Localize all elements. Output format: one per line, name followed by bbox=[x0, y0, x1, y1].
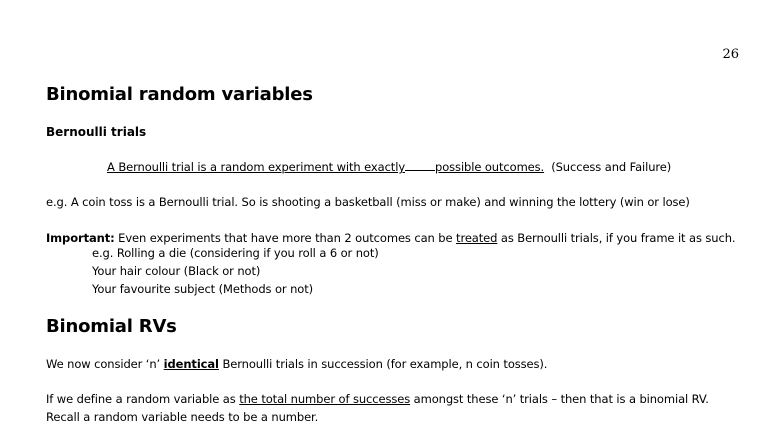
example-item: Your hair colour (Black or not) bbox=[92, 264, 261, 278]
important-text2: as Bernoulli trials, if you frame it as such. bbox=[500, 231, 736, 245]
coin-toss-example: e.g. A coin toss is a Bernoulli trial. So is shooting a basketball (miss or make) and winning the lottery (win or lose) bbox=[46, 195, 690, 209]
blank-line bbox=[405, 160, 435, 171]
example-item: Your favourite subject (Methods or not) bbox=[92, 282, 314, 296]
section-title-binomial-random-variables: Binomial random variables bbox=[46, 84, 313, 105]
section-title-binomial-rvs: Binomial RVs bbox=[46, 316, 177, 337]
important-label: Important: bbox=[46, 231, 115, 245]
bernoulli-definition bbox=[107, 160, 671, 174]
subheading-bernoulli-trials: Bernoulli trials bbox=[46, 125, 147, 139]
binomial-definition-sentence bbox=[46, 392, 709, 406]
page-number: 26 bbox=[722, 47, 739, 62]
treated-word: treated bbox=[456, 231, 498, 245]
definition-part1: A Bernoulli trial is a random experiment with exactly bbox=[107, 160, 406, 174]
identical-trials-sentence bbox=[46, 357, 547, 371]
recall-sentence: Recall a random variable needs to be a number. bbox=[46, 410, 319, 424]
important-text1: Even experiments that have more than 2 outcomes can be bbox=[118, 231, 453, 245]
line2-post: amongst these ‘n’ trials – then that is a binomial RV. bbox=[413, 392, 709, 406]
definition-part2: possible outcomes. bbox=[435, 160, 545, 174]
line1-pre: We now consider ‘n’ bbox=[46, 357, 161, 371]
example-item: e.g. Rolling a die (considering if you roll a 6 or not) bbox=[92, 246, 379, 260]
definition-part3: (Success and Failure) bbox=[551, 160, 672, 174]
total-successes-phrase: the total number of successes bbox=[239, 392, 411, 406]
line2-pre: If we define a random variable as bbox=[46, 392, 236, 406]
line1-post: Bernoulli trials in succession (for example, n coin tosses). bbox=[222, 357, 548, 371]
identical-word: identical bbox=[163, 357, 219, 371]
important-note bbox=[46, 231, 735, 245]
